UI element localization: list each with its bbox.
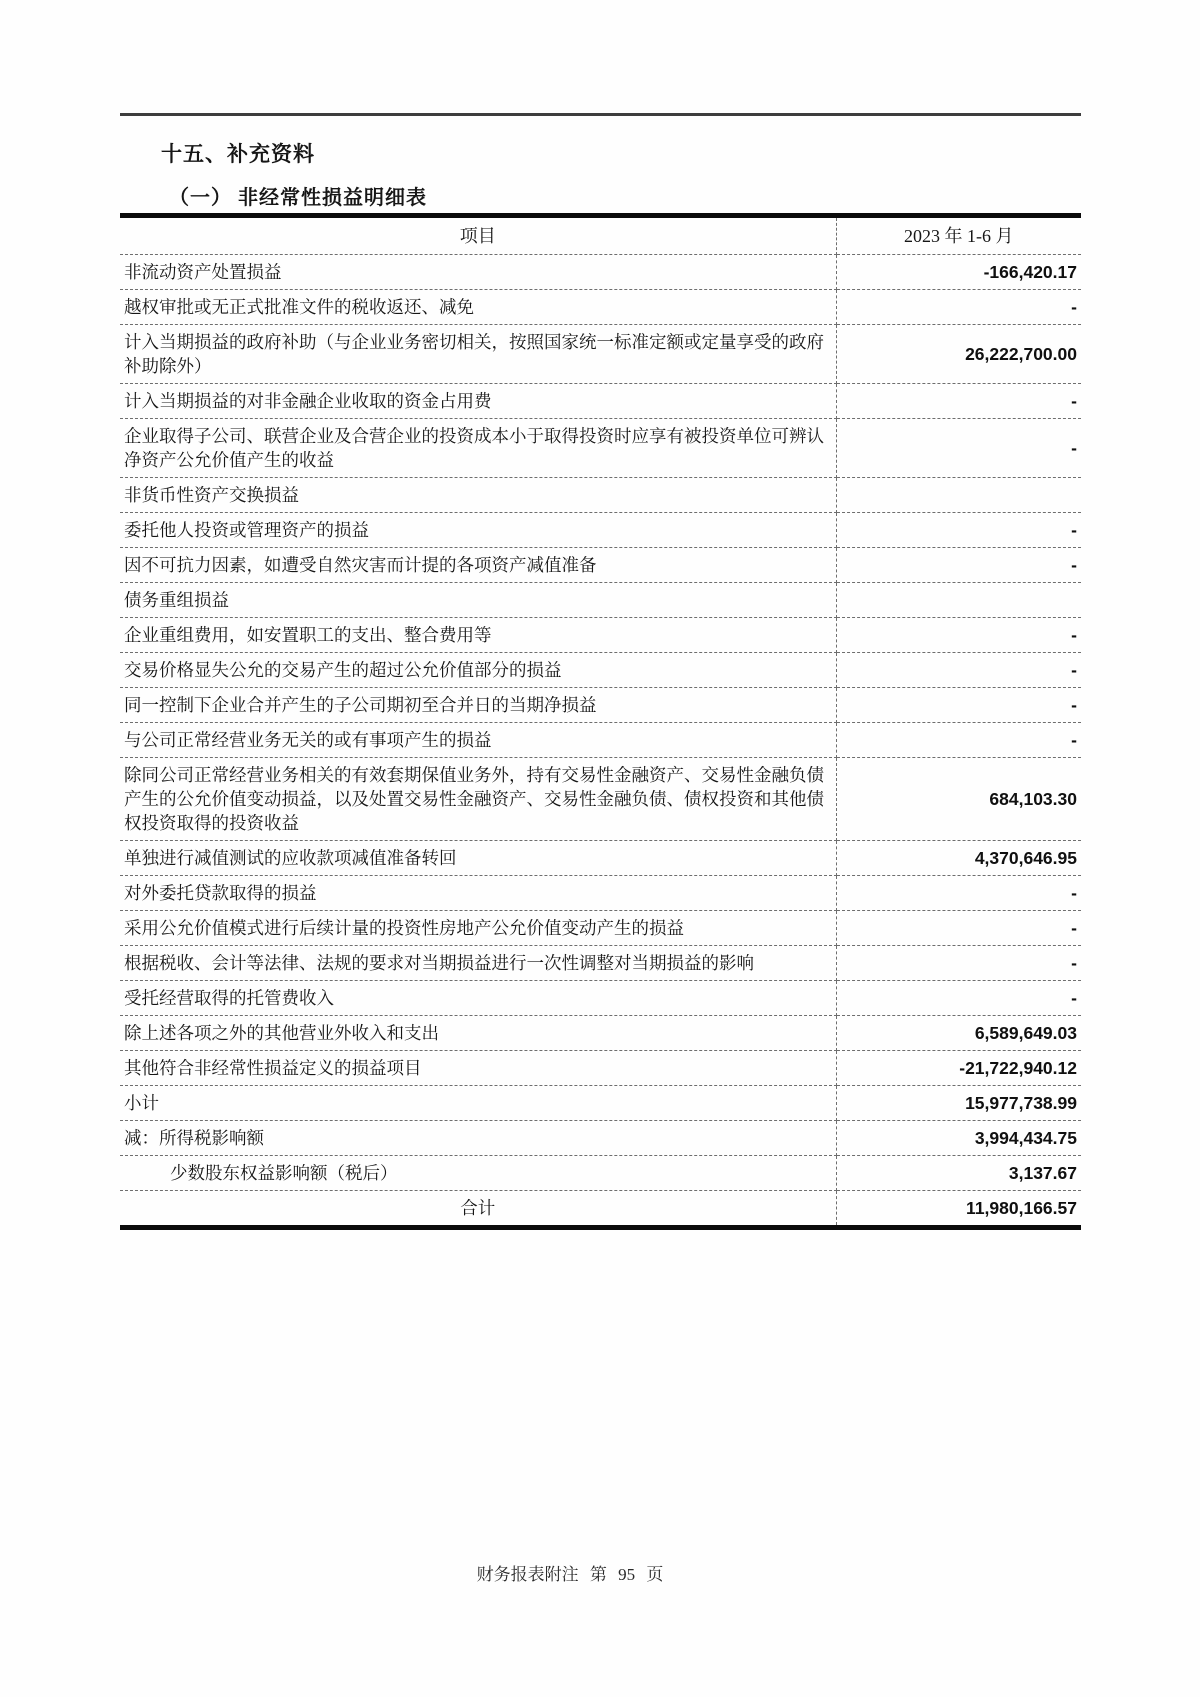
table-row <box>120 1051 1081 1086</box>
row-label: 非货币性资产交换损益 <box>120 478 836 513</box>
row-value: - <box>836 618 1081 653</box>
table-row <box>120 548 1081 583</box>
table-row <box>120 911 1081 946</box>
row-label: 少数股东权益影响额（税后） <box>120 1156 836 1191</box>
row-label: 企业取得子公司、联营企业及合营企业的投资成本小于取得投资时应享有被投资单位可辨认净资产公允价值产生的收益 <box>120 419 836 478</box>
row-label: 受托经营取得的托管费收入 <box>120 981 836 1016</box>
row-value: - <box>836 419 1081 478</box>
table-row <box>120 255 1081 290</box>
row-label: 同一控制下企业合并产生的子公司期初至合并日的当期净损益 <box>120 688 836 723</box>
table-row <box>120 981 1081 1016</box>
table-row <box>120 618 1081 653</box>
non-recurring-profit-loss-table <box>120 213 1081 1230</box>
table-row <box>120 876 1081 911</box>
table-row <box>120 583 1081 618</box>
row-value: 3,137.67 <box>836 1156 1081 1191</box>
table-row <box>120 688 1081 723</box>
row-value: - <box>836 290 1081 325</box>
row-label: 计入当期损益的政府补助（与企业业务密切相关，按照国家统一标准定额或定量享受的政府补助除外） <box>120 325 836 384</box>
row-label: 对外委托贷款取得的损益 <box>120 876 836 911</box>
row-label: 因不可抗力因素，如遭受自然灾害而计提的各项资产减值准备 <box>120 548 836 583</box>
row-label: 计入当期损益的对非金融企业收取的资金占用费 <box>120 384 836 419</box>
table-row <box>120 841 1081 876</box>
page-footer: 财务报表附注 第 95 页 <box>476 1565 664 1584</box>
row-label: 其他符合非经常性损益定义的损益项目 <box>120 1051 836 1086</box>
table-row <box>120 1016 1081 1051</box>
section-title: 十五、补充资料 <box>161 142 315 166</box>
table-row <box>120 1121 1081 1156</box>
table-row <box>120 1191 1081 1228</box>
table-row <box>120 325 1081 384</box>
row-value: - <box>836 548 1081 583</box>
table-row <box>120 758 1081 841</box>
row-value: - <box>836 384 1081 419</box>
row-label: 越权审批或无正式批准文件的税收返还、减免 <box>120 290 836 325</box>
table-row <box>120 419 1081 478</box>
subsection-title: （一） 非经常性损益明细表 <box>169 187 427 209</box>
table-row <box>120 1086 1081 1121</box>
table-header-row <box>120 216 1081 255</box>
row-label: 根据税收、会计等法律、法规的要求对当期损益进行一次性调整对当期损益的影响 <box>120 946 836 981</box>
row-value: 4,370,646.95 <box>836 841 1081 876</box>
row-value: 15,977,738.99 <box>836 1086 1081 1121</box>
column-header-period: 2023 年 1-6 月 <box>836 216 1081 255</box>
row-value <box>836 583 1081 618</box>
row-label: 与公司正常经营业务无关的或有事项产生的损益 <box>120 723 836 758</box>
row-label: 减：所得税影响额 <box>120 1121 836 1156</box>
row-value: 3,994,434.75 <box>836 1121 1081 1156</box>
row-label: 委托他人投资或管理资产的损益 <box>120 513 836 548</box>
row-value <box>836 478 1081 513</box>
row-value: - <box>836 946 1081 981</box>
row-value: - <box>836 911 1081 946</box>
row-label: 非流动资产处置损益 <box>120 255 836 290</box>
table-row <box>120 513 1081 548</box>
row-value: - <box>836 981 1081 1016</box>
row-value: 26,222,700.00 <box>836 325 1081 384</box>
row-value: - <box>836 688 1081 723</box>
column-header-item: 项目 <box>120 216 836 255</box>
row-label: 除同公司正常经营业务相关的有效套期保值业务外，持有交易性金融资产、交易性金融负债产生的公允价值变动损益，以及处置交易性金融资产、交易性金融负债、债权投资和其他债权投资取得的投资收益 <box>120 758 836 841</box>
row-value: -166,420.17 <box>836 255 1081 290</box>
row-value: 11,980,166.57 <box>836 1191 1081 1228</box>
row-value: - <box>836 723 1081 758</box>
table-row <box>120 1156 1081 1191</box>
row-label: 小计 <box>120 1086 836 1121</box>
row-label: 企业重组费用，如安置职工的支出、整合费用等 <box>120 618 836 653</box>
table-row <box>120 478 1081 513</box>
row-label: 除上述各项之外的其他营业外收入和支出 <box>120 1016 836 1051</box>
row-value: -21,722,940.12 <box>836 1051 1081 1086</box>
row-label: 合计 <box>120 1191 836 1228</box>
table-row <box>120 946 1081 981</box>
row-value: - <box>836 653 1081 688</box>
table-row <box>120 653 1081 688</box>
row-value: 684,103.30 <box>836 758 1081 841</box>
row-label: 债务重组损益 <box>120 583 836 618</box>
row-label: 单独进行减值测试的应收款项减值准备转回 <box>120 841 836 876</box>
row-label: 采用公允价值模式进行后续计量的投资性房地产公允价值变动产生的损益 <box>120 911 836 946</box>
row-value: 6,589,649.03 <box>836 1016 1081 1051</box>
table-row <box>120 723 1081 758</box>
table-row <box>120 290 1081 325</box>
table-row <box>120 384 1081 419</box>
header-rule <box>120 113 1081 116</box>
row-value: - <box>836 876 1081 911</box>
row-label: 交易价格显失公允的交易产生的超过公允价值部分的损益 <box>120 653 836 688</box>
row-value: - <box>836 513 1081 548</box>
